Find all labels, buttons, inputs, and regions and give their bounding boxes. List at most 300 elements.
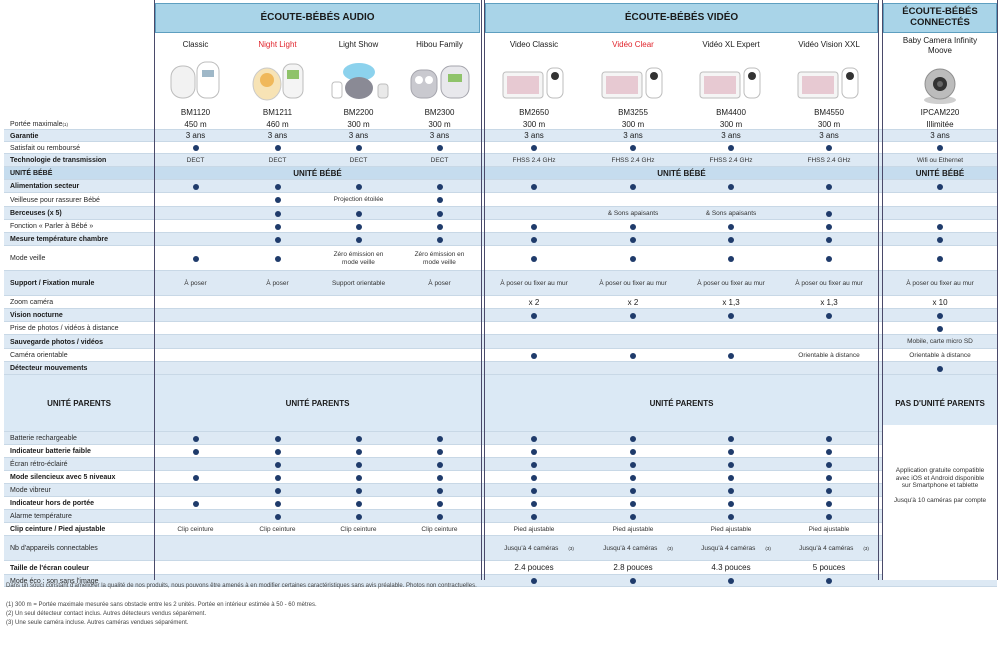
feature-value	[485, 349, 583, 362]
product-name: Vidéo XL Expert	[702, 40, 760, 49]
check-dot	[356, 488, 362, 494]
check-dot	[630, 145, 636, 151]
check-dot	[630, 184, 636, 190]
check-dot	[437, 501, 443, 507]
feature-value	[485, 445, 583, 458]
feature-value	[682, 497, 780, 510]
check-dot	[275, 462, 281, 468]
feature-value	[237, 154, 318, 167]
check-dot	[275, 211, 281, 217]
check-dot	[531, 224, 537, 230]
product-name: Video Classic	[509, 40, 559, 49]
value-text: 3 ans	[267, 131, 288, 141]
check-dot	[937, 313, 943, 319]
check-dot	[356, 237, 362, 243]
feature-value	[237, 561, 318, 575]
feature-value	[399, 119, 480, 130]
section-label: UNITÉ BÉBÉ	[10, 170, 53, 177]
check-dot	[531, 488, 537, 494]
check-dot	[728, 184, 734, 190]
value-text: DECT	[349, 156, 368, 164]
check-dot	[531, 475, 537, 481]
check-dot	[356, 501, 362, 507]
check-dot	[275, 197, 281, 203]
check-dot	[356, 145, 362, 151]
feature-value	[318, 561, 399, 575]
feature-value	[399, 362, 480, 375]
check-dot	[531, 145, 537, 151]
feature-value	[780, 510, 878, 523]
feature-value	[780, 119, 878, 130]
feature-label	[4, 523, 154, 536]
feature-value	[780, 497, 878, 510]
footer-disclaimer: Dans un souci constant d'améliorer la qualité de nos produits, nous pouvons être amenés à en modifier certaines caractéristiques sans avis préalable. Photos non contractuelles.	[6, 583, 477, 589]
feature-value	[485, 246, 583, 271]
feature-value	[682, 458, 780, 471]
product-code: BM1211	[262, 108, 293, 117]
check-dot	[193, 256, 199, 262]
feature-value	[584, 309, 682, 322]
feature-label	[4, 309, 154, 322]
feature-label-text: Mode veille	[10, 255, 46, 262]
feature-value	[237, 207, 318, 220]
feature-value	[318, 349, 399, 362]
check-dot	[728, 501, 734, 507]
check-dot	[728, 224, 734, 230]
check-dot	[437, 237, 443, 243]
feature-value	[682, 246, 780, 271]
check-dot	[826, 211, 832, 217]
feature-label-text: Alimentation secteur	[10, 183, 80, 190]
feature-value	[237, 510, 318, 523]
feature-value	[399, 193, 480, 207]
value-text: À poser	[428, 279, 451, 287]
feature-value	[584, 207, 682, 220]
footnote-marker: (3)	[765, 545, 771, 551]
feature-value	[237, 296, 318, 309]
feature-value	[682, 484, 780, 497]
feature-value	[318, 432, 399, 445]
feature-value	[485, 497, 583, 510]
check-dot	[531, 256, 537, 262]
feature-value	[485, 362, 583, 375]
value-text: À poser ou fixer au mur	[599, 279, 667, 287]
feature-value	[155, 497, 236, 510]
feature-value	[155, 271, 236, 296]
feature-value	[237, 309, 318, 322]
value-text: x 2	[627, 297, 639, 307]
section-title: UNITÉ PARENTS	[285, 399, 350, 408]
feature-label	[4, 130, 154, 142]
check-dot	[630, 436, 636, 442]
feature-value	[155, 335, 236, 349]
value-text: 3 ans	[623, 131, 643, 141]
check-dot	[937, 145, 943, 151]
divider-connected-right	[997, 0, 998, 580]
check-dot	[630, 514, 636, 520]
check-dot	[437, 462, 443, 468]
video-monitor-icon	[794, 58, 864, 102]
feature-label-text: Prise de photos / vidéos à distance	[10, 325, 119, 332]
feature-value	[682, 142, 780, 154]
value-text: x 1,3	[722, 297, 740, 307]
feature-label	[4, 246, 154, 271]
feature-value	[682, 309, 780, 322]
ip-camera-icon	[905, 62, 975, 106]
feature-label	[4, 322, 154, 335]
feature-value	[318, 271, 399, 296]
check-dot	[437, 224, 443, 230]
check-dot	[275, 514, 281, 520]
feature-value	[485, 471, 583, 484]
feature-value	[682, 296, 780, 309]
feature-value	[318, 233, 399, 246]
owl-monitor-icon	[405, 58, 475, 102]
value-text: À poser	[266, 279, 289, 287]
check-dot	[826, 449, 832, 455]
check-dot	[728, 449, 734, 455]
feature-value	[780, 536, 878, 561]
feature-value	[155, 207, 236, 220]
check-dot	[630, 488, 636, 494]
check-dot	[356, 449, 362, 455]
check-dot	[275, 449, 281, 455]
check-dot	[275, 224, 281, 230]
value-text: & Sons apaisants	[607, 209, 659, 217]
value-text: DECT	[430, 156, 449, 164]
value-text: Pied ajustable	[710, 525, 752, 533]
feature-value	[584, 445, 682, 458]
check-dot	[937, 224, 943, 230]
feature-value	[318, 322, 399, 335]
value-text: Wifi ou Ethernet	[916, 156, 964, 164]
feature-value	[237, 523, 318, 536]
footer-note-3: (3) Une seule caméra incluse. Autres caméras vendues séparément.	[6, 620, 189, 626]
feature-value	[399, 510, 480, 523]
check-dot	[728, 488, 734, 494]
feature-value	[883, 130, 997, 142]
value-text: Orientable à distance	[909, 351, 971, 359]
feature-label	[4, 335, 154, 349]
feature-value	[584, 536, 682, 561]
feature-value	[584, 484, 682, 497]
feature-value	[318, 180, 399, 193]
divider-video-left	[484, 0, 485, 580]
feature-value	[485, 233, 583, 246]
feature-value	[155, 523, 236, 536]
feature-label-text: Portée maximale	[10, 121, 63, 128]
feature-label	[4, 220, 154, 233]
value-text: Jusqu'à 4 caméras	[603, 544, 658, 552]
feature-value	[485, 154, 583, 167]
check-dot	[437, 475, 443, 481]
app-note-line: Jusqu'à 10 caméras par compte	[893, 497, 987, 505]
feature-value	[780, 335, 878, 349]
check-dot	[728, 353, 734, 359]
product-code: IPCAM220	[920, 108, 960, 117]
feature-value	[318, 142, 399, 154]
video-monitor-illustration	[598, 58, 668, 102]
check-dot	[531, 184, 537, 190]
divider-connected-left	[882, 0, 883, 580]
projector-monitor-illustration	[324, 58, 394, 102]
feature-value	[584, 193, 682, 207]
feature-value	[237, 484, 318, 497]
feature-value	[399, 142, 480, 154]
feature-label-text: Batterie rechargeable	[10, 435, 77, 442]
value-text: Orientable à distance	[798, 351, 860, 359]
feature-value	[682, 471, 780, 484]
feature-value	[318, 220, 399, 233]
feature-value	[318, 523, 399, 536]
feature-value	[485, 220, 583, 233]
feature-label-text: Indicateur batterie faible	[10, 448, 91, 455]
feature-value	[399, 246, 480, 271]
check-dot	[356, 436, 362, 442]
feature-value	[318, 119, 399, 130]
feature-value	[780, 233, 878, 246]
feature-value	[780, 471, 878, 484]
feature-value	[682, 180, 780, 193]
check-dot	[531, 313, 537, 319]
feature-value	[682, 561, 780, 575]
feature-value	[237, 458, 318, 471]
feature-value	[584, 233, 682, 246]
feature-value	[237, 119, 318, 130]
divider-video-right	[878, 0, 879, 580]
feature-label-text: Indicateur hors de portée	[10, 500, 95, 507]
feature-value	[155, 349, 236, 362]
feature-label	[4, 180, 154, 193]
check-dot	[826, 462, 832, 468]
section-title: UNITÉ BÉBÉ	[293, 169, 342, 178]
value-text: 2.8 pouces	[613, 563, 653, 573]
feature-value	[399, 471, 480, 484]
feature-label	[4, 561, 154, 575]
value-text: DECT	[186, 156, 205, 164]
audio-monitor-nightlight-icon	[243, 58, 313, 102]
feature-value	[155, 246, 236, 271]
product-name: Hibou Family	[416, 40, 463, 49]
feature-value	[237, 349, 318, 362]
value-text: x 10	[932, 297, 948, 307]
feature-value	[155, 536, 236, 561]
check-dot	[826, 237, 832, 243]
feature-value	[584, 220, 682, 233]
section-label: UNITÉ PARENTS	[47, 399, 111, 408]
feature-value	[155, 233, 236, 246]
check-dot	[630, 475, 636, 481]
value-text: FHSS 2.4 GHz	[709, 156, 753, 164]
value-text: FHSS 2.4 GHz	[807, 156, 851, 164]
value-text: 3 ans	[348, 131, 369, 141]
feature-value	[155, 322, 236, 335]
feature-value	[682, 220, 780, 233]
feature-value	[584, 349, 682, 362]
value-text: x 2	[528, 297, 540, 307]
footnote-marker: (3)	[863, 545, 869, 551]
feature-value	[485, 142, 583, 154]
value-text: 300 m	[621, 119, 645, 129]
check-dot	[826, 313, 832, 319]
product-code: BM1120	[180, 108, 211, 117]
feature-value	[399, 335, 480, 349]
feature-value	[780, 575, 878, 587]
check-dot	[193, 475, 199, 481]
product-code: BM4550	[814, 108, 844, 117]
check-dot	[356, 475, 362, 481]
feature-label-text: Écran rétro-éclairé	[10, 461, 68, 468]
divider-audio-right	[481, 0, 482, 580]
check-dot	[728, 237, 734, 243]
feature-value	[883, 154, 997, 167]
feature-value	[155, 220, 236, 233]
check-dot	[275, 501, 281, 507]
check-dot	[275, 488, 281, 494]
value-text: Pied ajustable	[513, 525, 555, 533]
value-text: Support orientable	[331, 279, 386, 287]
feature-label-text: Alarme température	[10, 513, 72, 520]
check-dot	[437, 184, 443, 190]
check-dot	[275, 145, 281, 151]
feature-value	[584, 523, 682, 536]
feature-value	[485, 561, 583, 575]
feature-label	[4, 154, 154, 167]
feature-value	[485, 309, 583, 322]
feature-value	[682, 432, 780, 445]
video-monitor-illustration	[794, 58, 864, 102]
check-dot	[630, 449, 636, 455]
value-text: Clip ceinture	[259, 525, 296, 533]
feature-value	[318, 130, 399, 142]
value-text: 300 m	[522, 119, 546, 129]
feature-value	[318, 445, 399, 458]
value-text: Zéro émission en mode veille	[333, 251, 384, 266]
feature-value	[318, 510, 399, 523]
check-dot	[728, 514, 734, 520]
feature-value	[682, 362, 780, 375]
feature-label-text: Caméra orientable	[10, 352, 68, 359]
value-text: 2.4 pouces	[514, 563, 554, 573]
value-text: Pied ajustable	[612, 525, 654, 533]
feature-value	[780, 220, 878, 233]
section-title: UNITÉ PARENTS	[649, 399, 714, 408]
feature-label	[4, 233, 154, 246]
check-dot	[937, 184, 943, 190]
feature-value	[682, 193, 780, 207]
feature-value	[318, 193, 399, 207]
check-dot	[826, 145, 832, 151]
feature-value	[155, 445, 236, 458]
check-dot	[275, 475, 281, 481]
feature-value	[485, 119, 583, 130]
check-dot	[937, 366, 943, 372]
check-dot	[826, 436, 832, 442]
value-text: 4.3 pouces	[711, 563, 751, 573]
check-dot	[356, 514, 362, 520]
check-dot	[728, 436, 734, 442]
check-dot	[531, 501, 537, 507]
feature-value	[584, 130, 682, 142]
owl-monitor-illustration	[405, 58, 475, 102]
feature-value	[399, 523, 480, 536]
value-text: 300 m	[719, 119, 743, 129]
product-name: Vidéo Vision XXL	[798, 40, 860, 49]
feature-label-text: Nb d'appareils connectables	[10, 545, 98, 552]
check-dot	[728, 578, 734, 584]
feature-label	[4, 271, 154, 296]
feature-value	[399, 561, 480, 575]
check-dot	[826, 501, 832, 507]
feature-value	[780, 484, 878, 497]
value-text: Projection étoilée	[333, 196, 384, 204]
value-text: À poser ou fixer au mur	[500, 279, 568, 287]
feature-value	[584, 510, 682, 523]
feature-label-text: Zoom caméra	[10, 299, 54, 306]
feature-value	[237, 432, 318, 445]
feature-value	[883, 220, 997, 233]
feature-value	[399, 484, 480, 497]
feature-value	[485, 536, 583, 561]
product-code: BM2200	[343, 108, 374, 117]
check-dot	[531, 237, 537, 243]
value-text: 450 m	[184, 119, 207, 129]
feature-label-text: Technologie de transmission	[10, 157, 107, 164]
feature-value	[584, 119, 682, 130]
feature-label	[4, 432, 154, 445]
feature-value	[399, 458, 480, 471]
feature-label-text: Taille de l'écran couleur	[10, 564, 89, 572]
feature-value	[584, 362, 682, 375]
feature-value	[485, 335, 583, 349]
feature-value	[318, 154, 399, 167]
value-text: Jusqu'à 4 caméras	[799, 544, 854, 552]
feature-value	[318, 484, 399, 497]
feature-value	[318, 296, 399, 309]
app-note	[885, 430, 995, 542]
feature-value	[883, 180, 997, 193]
feature-label	[4, 471, 154, 484]
feature-value	[780, 130, 878, 142]
value-text: Jusqu'à 4 caméras	[701, 544, 756, 552]
check-dot	[937, 237, 943, 243]
divider-audio-left	[154, 0, 155, 580]
feature-value	[155, 142, 236, 154]
feature-value	[584, 180, 682, 193]
check-dot	[826, 256, 832, 262]
feature-value	[485, 296, 583, 309]
feature-value	[485, 575, 583, 587]
footer-note-1: (1) 300 m = Portée maximale mesurée sans obstacle entre les 2 unités. Portée en intérieur estimée à 50 - 60 mètres.	[6, 602, 317, 608]
feature-value	[399, 180, 480, 193]
feature-value	[155, 180, 236, 193]
check-dot	[630, 353, 636, 359]
feature-value	[584, 154, 682, 167]
check-dot	[437, 436, 443, 442]
check-dot	[356, 224, 362, 230]
feature-value	[584, 432, 682, 445]
feature-value	[780, 523, 878, 536]
feature-value	[780, 445, 878, 458]
feature-value	[155, 484, 236, 497]
feature-value	[780, 322, 878, 335]
feature-value	[883, 233, 997, 246]
feature-label-text: Berceuses (x 5)	[10, 210, 62, 217]
value-text: 3 ans	[819, 131, 839, 141]
feature-value	[318, 207, 399, 220]
video-monitor-illustration	[499, 58, 569, 102]
feature-value	[584, 296, 682, 309]
